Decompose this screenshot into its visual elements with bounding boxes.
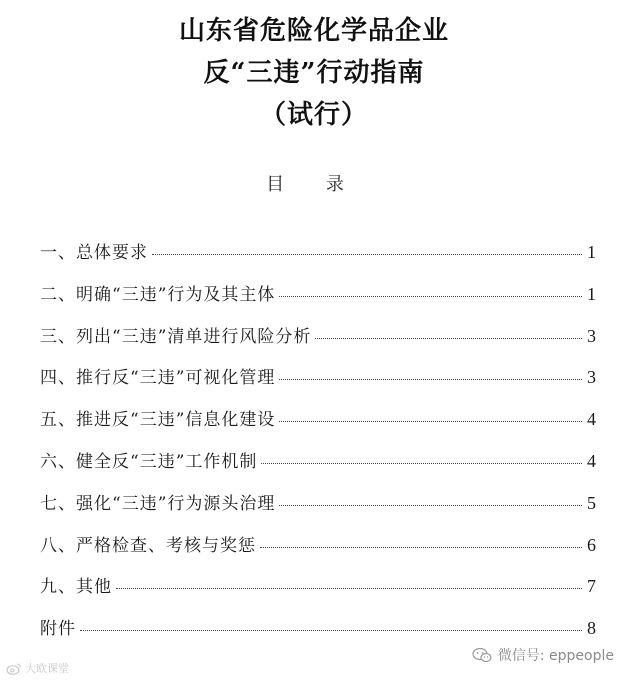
wechat-watermark xyxy=(472,645,614,665)
toc-item-page: 3 xyxy=(587,325,596,346)
toc-item-label: 六、健全反“三违”工作机制 xyxy=(40,451,258,472)
toc-leader-dots xyxy=(315,338,582,339)
toc-item[interactable] xyxy=(40,405,596,447)
toc-item[interactable] xyxy=(40,489,596,531)
toc-item[interactable] xyxy=(40,280,596,322)
toc-item-label: 七、强化“三违”行为源头治理 xyxy=(40,493,276,514)
toc-item[interactable] xyxy=(40,531,596,573)
toc-item-page: 1 xyxy=(587,242,596,262)
toc-item-page: 4 xyxy=(587,409,596,430)
toc-item-page: 1 xyxy=(587,283,596,304)
toc-item[interactable] xyxy=(40,572,596,614)
toc-item-page: 4 xyxy=(587,450,596,471)
toc-item-label: 二、明确“三违”行为及其主体 xyxy=(40,284,276,305)
toc-item[interactable] xyxy=(40,238,596,280)
document-title xyxy=(0,10,628,136)
weibo-watermark xyxy=(6,660,69,676)
title-line-3: （试行） xyxy=(259,100,368,130)
toc-item-label: 附件 xyxy=(40,619,76,640)
toc-leader-dots xyxy=(116,588,582,589)
toc-item-label: 一、总体要求 xyxy=(40,243,148,263)
toc-heading: 目 录 xyxy=(266,174,362,195)
toc-item-label: 四、推行反“三违”可视化管理 xyxy=(40,368,276,389)
toc-item-page: 3 xyxy=(587,367,596,388)
toc-leader-dots xyxy=(80,630,582,631)
weibo-watermark-text: 大欧课堂 xyxy=(25,662,69,675)
toc-item[interactable] xyxy=(40,322,596,364)
toc-item-page: 6 xyxy=(587,534,596,555)
toc-leader-dots xyxy=(279,421,582,422)
toc-item-page: 7 xyxy=(587,576,596,597)
toc-leader-dots xyxy=(279,296,582,297)
toc-item-label: 八、严格检查、考核与奖惩 xyxy=(40,535,256,556)
toc-item-label: 三、列出“三违”清单进行风险分析 xyxy=(40,326,312,347)
toc-item-label: 九、其他 xyxy=(40,577,112,598)
title-line-2: 反“三违”行动指南 xyxy=(203,58,425,88)
table-of-contents xyxy=(40,238,596,656)
toc-item-label: 五、推进反“三违”信息化建设 xyxy=(40,410,276,431)
toc-leader-dots xyxy=(261,463,582,464)
toc-leader-dots xyxy=(279,379,582,380)
toc-item-page: 5 xyxy=(587,492,596,513)
wechat-icon xyxy=(472,647,492,663)
weibo-icon xyxy=(6,662,22,675)
toc-item[interactable] xyxy=(40,447,596,489)
toc-item[interactable] xyxy=(40,363,596,405)
toc-item-page: 8 xyxy=(587,618,596,639)
toc-leader-dots xyxy=(279,505,582,506)
title-line-1: 山东省危险化学品企业 xyxy=(178,16,449,46)
wechat-watermark-text: 微信号: eppeople xyxy=(497,648,614,664)
toc-leader-dots xyxy=(260,547,582,548)
toc-leader-dots xyxy=(152,254,582,255)
